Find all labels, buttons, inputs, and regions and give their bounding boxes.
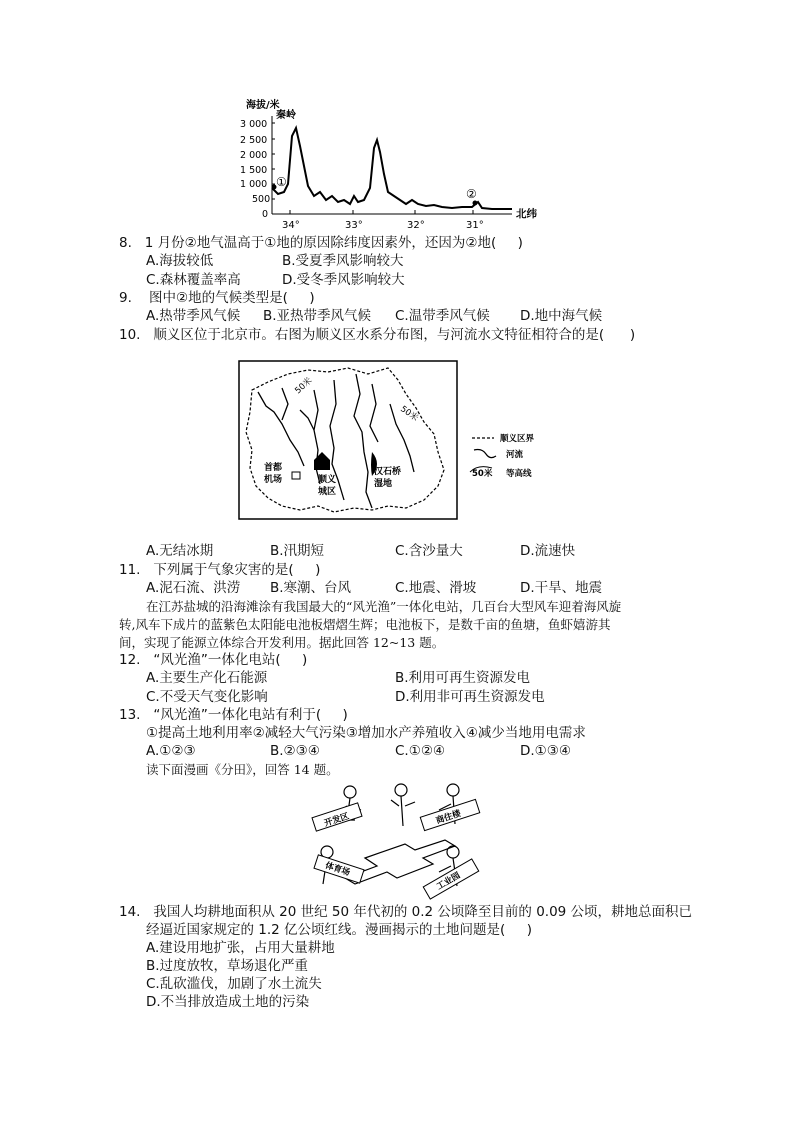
q14-stem-line-1: 14. 我国人均耕地面积从 20 世纪 50 年代初的 0.2 公顷降至目前的 0.09 公顷，耕地总面积已 <box>119 904 693 920</box>
q14-option-b[interactable]: B.过度放牧，草场退化严重 <box>146 958 309 974</box>
contour-label: 50米 <box>293 375 315 397</box>
passage-line-3: 间，实现了能源立体综合开发利用。据此回答 12~13 题。 <box>119 635 445 650</box>
county-label-2: 城区 <box>318 487 337 497</box>
q11-stem: 11. 下列属于气象灾害的是( ) <box>119 562 321 578</box>
q9-option-b[interactable]: B.亚热带季风气候 <box>263 308 372 324</box>
q14-option-a[interactable]: A.建设用地扩张，占用大量耕地 <box>146 940 335 956</box>
q12-stem: 12. “风光渔”一体化电站( ) <box>119 652 308 668</box>
q10-option-d[interactable]: D.流速快 <box>520 543 576 559</box>
legend-contour-value: 50米 <box>472 469 493 479</box>
shunyi-water-map <box>238 360 458 520</box>
q12-option-d[interactable]: D.利用非可再生资源发电 <box>395 689 545 705</box>
y-tick: 0 <box>262 209 269 220</box>
x-axis-label: 北纬 <box>516 208 537 220</box>
x-tick: 34° <box>282 220 300 231</box>
y-tick: 3 000 <box>240 119 268 130</box>
map-legend <box>468 430 558 490</box>
x-tick: 31° <box>466 220 484 231</box>
q9-option-a[interactable]: A.热带季风气候 <box>146 308 241 324</box>
y-tick: 1 000 <box>240 179 268 190</box>
legend-contour: 等高线 <box>506 469 532 479</box>
sign-stadium: 体育场 <box>323 860 352 879</box>
q12-option-b[interactable]: B.利用可再生资源发电 <box>395 670 531 686</box>
sign-development-zone: 开发区 <box>323 811 351 829</box>
passage-line-1: 在江苏盐城的沿海滩涂有我国最大的“风光渔”一体化电站，几百台大型风车迎着海风旋 <box>146 599 622 614</box>
q10-option-b[interactable]: B.汛期短 <box>270 543 325 559</box>
airport-label-1: 首都 <box>264 463 283 473</box>
q12-option-c[interactable]: C.不受天气变化影响 <box>146 689 268 705</box>
cartoon-intro: 读下面漫画《分田》，回答 14 题。 <box>146 762 339 777</box>
q14-option-c[interactable]: C.乱砍滥伐，加剧了水土流失 <box>146 976 322 992</box>
q14-option-d[interactable]: D.不当排放造成土地的污染 <box>146 994 310 1010</box>
q9-stem: 9. 图中②地的气候类型是( ) <box>119 290 315 306</box>
y-axis-label: 海拔/米 <box>246 100 280 111</box>
y-tick: 500 <box>252 194 271 205</box>
legend-river: 河流 <box>506 450 524 460</box>
wetland-label-2: 湿地 <box>374 479 393 489</box>
y-tick: 2 500 <box>240 135 268 146</box>
y-tick: 1 500 <box>240 165 268 176</box>
x-tick: 32° <box>407 220 425 231</box>
marker-2: ② <box>466 187 477 201</box>
q12-option-a[interactable]: A.主要生产化石能源 <box>146 670 268 686</box>
q13-stem: 13. “风光渔”一体化电站有利于( ) <box>119 707 348 723</box>
q11-option-a[interactable]: A.泥石流、洪涝 <box>146 580 241 596</box>
q10-option-a[interactable]: A.无结冰期 <box>146 543 214 559</box>
q9-option-c[interactable]: C.温带季风气候 <box>395 308 490 324</box>
q10-option-c[interactable]: C.含沙量大 <box>395 543 463 559</box>
q10-stem: 10. 顺义区位于北京市。右图为顺义区水系分布图，与河流水文特征相符合的是( ) <box>119 327 636 343</box>
q8-stem: 8. 1 月份②地气温高于①地的原因除纬度因素外，还因为②地( ) <box>119 235 523 251</box>
q13-statements: ①提高土地利用率②减轻大气污染③增加水产养殖收入④减少当地用电需求 <box>146 725 586 741</box>
q9-option-d[interactable]: D.地中海气候 <box>520 308 603 324</box>
q13-option-c[interactable]: C.①②④ <box>395 743 446 759</box>
q8-option-c[interactable]: C.森林覆盖率高 <box>146 272 241 288</box>
q11-option-c[interactable]: C.地震、滑坡 <box>395 580 477 596</box>
marker-1: ① <box>276 175 287 189</box>
wetland-label-1: 汉石桥 <box>374 467 402 477</box>
peak-label: 秦岭 <box>276 110 296 121</box>
q8-option-d[interactable]: D.受冬季风影响较大 <box>282 272 405 288</box>
q13-option-a[interactable]: A.①②③ <box>146 743 196 759</box>
legend-boundary: 顺义区界 <box>500 434 535 444</box>
passage-line-2: 转,风车下成片的蓝紫色太阳能电池板熠熠生辉；电池板下，是数千亩的鱼塘，鱼虾嬉游其 <box>119 617 611 632</box>
y-tick: 2 000 <box>240 150 268 161</box>
q13-option-d[interactable]: D.①③④ <box>520 743 571 759</box>
q14-stem-line-2: 经逼近国家规定的 1.2 亿公顷红线。漫画揭示的土地问题是( ) <box>146 922 533 938</box>
cartoon-dividing-land <box>305 780 495 900</box>
elevation-profile-figure <box>240 96 550 236</box>
airport-label-2: 机场 <box>264 475 283 485</box>
q8-option-b[interactable]: B.受夏季风影响较大 <box>282 253 404 269</box>
sign-commercial-housing: 商住楼 <box>434 808 463 827</box>
sign-industrial-park: 工业园 <box>435 870 463 893</box>
q13-option-b[interactable]: B.②③④ <box>270 743 320 759</box>
x-tick: 33° <box>345 220 363 231</box>
q11-option-b[interactable]: B.寒潮、台风 <box>270 580 352 596</box>
county-label-1: 顺义 <box>318 475 337 485</box>
q8-option-a[interactable]: A.海拔较低 <box>146 253 214 269</box>
contour-label: 50米 <box>398 404 420 424</box>
q11-option-d[interactable]: D.干旱、地震 <box>520 580 603 596</box>
